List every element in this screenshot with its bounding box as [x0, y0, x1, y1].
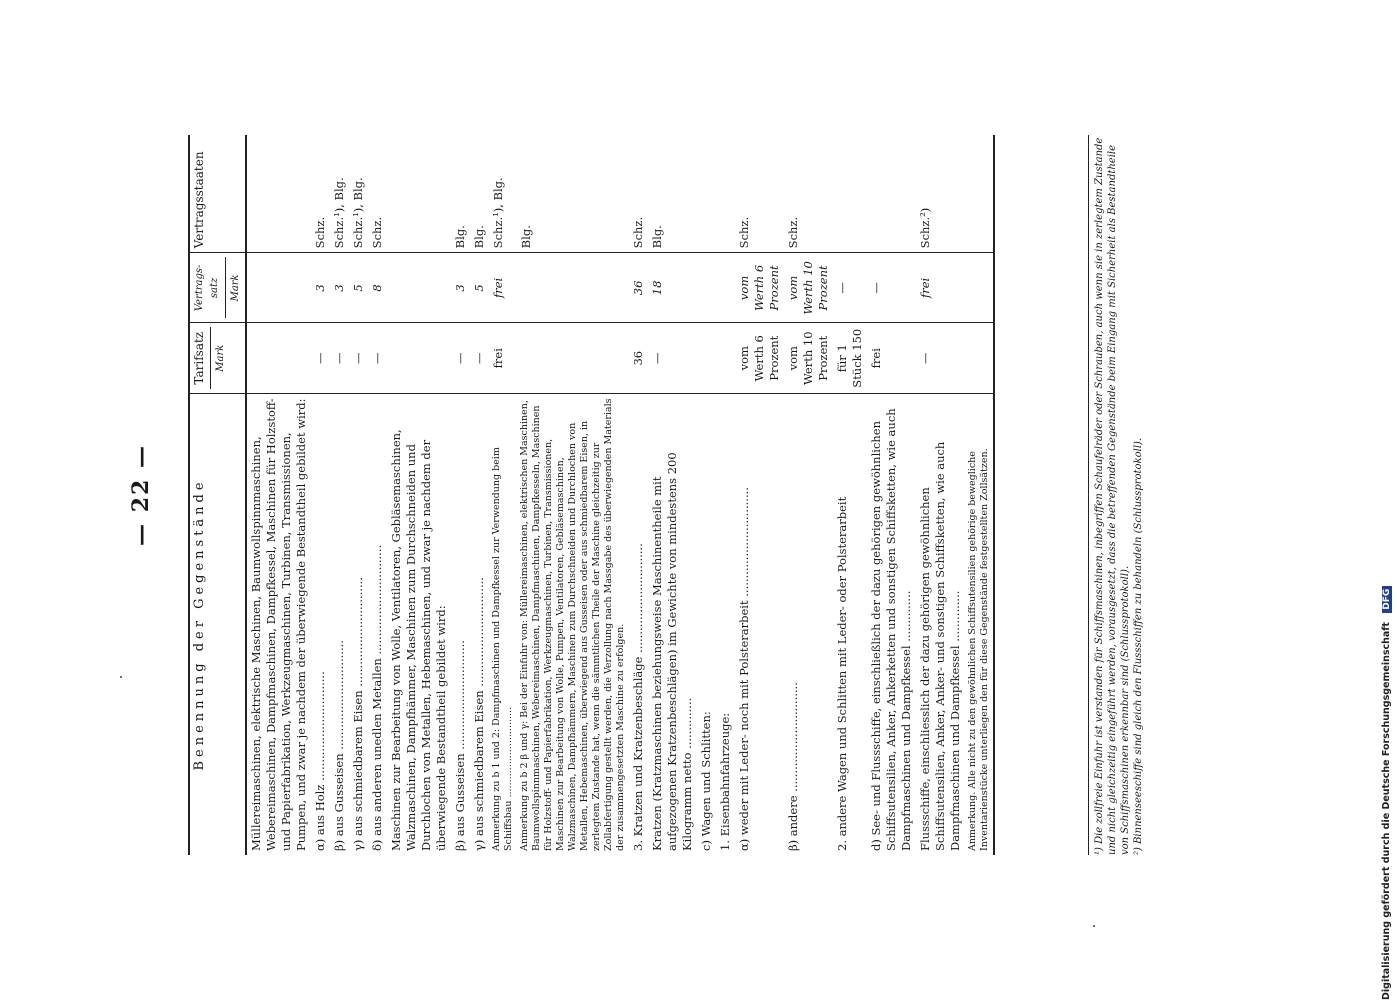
- table-row: [349, 135, 368, 855]
- row-treaty-rate-cell: 3: [451, 253, 470, 323]
- rotated-content: [128, 135, 1188, 855]
- row-name-cell: β) aus Gusseisen ..............................: [332, 640, 346, 851]
- row-name-cell: Anmerkung. Alle nicht zu den gewöhnlichen Schiffsutensilien gehörige bewegliche Inventarienstücke unterliegen den für diese Gegenstände festgestellten Zollsätzen.: [965, 393, 994, 855]
- row-tariff-rate-cell: —: [451, 323, 470, 393]
- row-treaty-states-cell: Schz.¹), Blg.: [349, 135, 368, 253]
- table-row: [833, 135, 867, 855]
- row-tariff-rate-cell: frei: [867, 323, 916, 393]
- row-tariff-rate-cell: —: [349, 323, 368, 393]
- table-row: [246, 135, 311, 855]
- page-number: — 22 —: [128, 444, 154, 546]
- row-name-cell: Anmerkung zu b 2 β und γ: Bei der Einfuhr von: Müllereimaschinen, elektrischen Maschinen, Baumwollspinnmaschinen, Webereimaschinen, Dampfmaschinen, Dampfkesseln, Maschinen für Holzstoff- und Papierfabrikation, Werkzeugmaschinen, Turbinen, Transmissionen, Maschinen zur Bearbeitung von Wolle, Pumpen, Ventilatoren, Gebläsemaschinen, Walzmaschinen, Dampfhämmern, Maschinen zum Durchschneiden und Durchlochen von Metallen, Hebemaschinen, überwiegend aus Gusseisen oder aus schmiedbarem Eisen, in zerlegtem Zustande hat, wenn die sämmtlichen Theile der Maschine gleichzeitig zur Zollabfertigung gestellt werden, die Verzollung nach Massgabe des überwiegenden Materials der zusammengesetzten Maschine zu erfolgen.: [519, 398, 626, 851]
- row-tariff-rate-cell: [716, 323, 735, 393]
- row-treaty-rate-cell: [517, 253, 629, 323]
- row-treaty-rate-cell: vom Werth 10 Prozent: [784, 253, 833, 323]
- row-treaty-rate-cell: —: [833, 253, 867, 323]
- row-treaty-states-cell: [965, 135, 994, 253]
- row-treaty-rate-cell: 3: [330, 253, 349, 323]
- row-treaty-states-cell: Schz.: [368, 135, 387, 253]
- row-treaty-rate-cell: 5: [349, 253, 368, 323]
- row-treaty-states-cell: Schz.¹), Blg.: [489, 135, 517, 253]
- row-name-cell: Müllereimaschinen, elektrische Maschinen, Baumwollspinnmaschinen, Webereimaschinen, Dampfmaschinen, Dampfkessel, Maschinen für Holzstoff- und Papierfabrikation, Werkzeugmaschinen, Turbinen, Transmissionen, Pumpen, und zwar je nachdem der überwiegende Bestandtheil gebildet wird:: [249, 398, 308, 851]
- row-name-cell: Anmerkung zu b 1 und 2: Dampfmaschinen und Dampfkessel zur Verwendung beim Schiffsbau ..............................: [491, 447, 514, 851]
- row-treaty-states-cell: Schz.: [311, 135, 330, 253]
- row-treaty-rate-cell: 5: [470, 253, 489, 323]
- row-treaty-rate-cell: 3: [311, 253, 330, 323]
- row-name-cell: β) aus Gusseisen ..............................: [453, 640, 467, 851]
- row-name-cell: c) Wagen und Schlitten:: [699, 711, 713, 851]
- table-row: [867, 135, 916, 855]
- row-treaty-rate-cell: vom Werth 6 Prozent: [735, 253, 784, 323]
- table-row: [965, 135, 994, 855]
- table-row: [716, 135, 735, 855]
- row-treaty-states-cell: Schz.: [784, 135, 833, 253]
- row-tariff-rate-cell: vom Werth 10 Prozent: [784, 323, 833, 393]
- header-treaty-states: Vertragsstaaten: [189, 135, 246, 253]
- table-row: [330, 135, 349, 855]
- row-treaty-rate-cell: 18: [648, 253, 697, 323]
- row-tariff-rate-cell: [965, 323, 994, 393]
- table-row: [697, 135, 716, 855]
- row-name-cell: γ) aus schmiedbarem Eisen ..............................: [472, 577, 486, 851]
- row-tariff-rate-cell: [387, 323, 451, 393]
- table-row: [629, 135, 648, 855]
- row-treaty-rate-cell: frei: [916, 253, 965, 323]
- row-treaty-states-cell: Blg.: [648, 135, 697, 253]
- scan-credit: [1381, 0, 1395, 1000]
- row-name-cell: 1. Eisenbahnfahrzeuge:: [718, 712, 732, 851]
- row-treaty-states-cell: [246, 135, 311, 253]
- row-tariff-rate-cell: —: [311, 323, 330, 393]
- footnote-2: ²) Binnenseeschiffe sind gleich den Flussschiffen zu behandeln (Schlussprotokoll).: [1133, 437, 1144, 855]
- table-row: [916, 135, 965, 855]
- table-row: [517, 135, 629, 855]
- row-tariff-rate-cell: —: [330, 323, 349, 393]
- row-tariff-rate-cell: für 1 Stück 150: [833, 323, 867, 393]
- row-treaty-rate-cell: 36: [629, 253, 648, 323]
- row-treaty-states-cell: Schz.: [735, 135, 784, 253]
- row-treaty-states-cell: Blg.: [451, 135, 470, 253]
- row-treaty-rate-cell: —: [867, 253, 916, 323]
- table-body: [246, 135, 994, 855]
- scan-speck: [1093, 925, 1095, 927]
- table-row: [368, 135, 387, 855]
- row-tariff-rate-cell: [697, 323, 716, 393]
- row-name-cell: α) weder mit Leder- noch mit Polsterarbeit ..............................: [737, 487, 751, 851]
- table-row: [311, 135, 330, 855]
- row-treaty-states-cell: [697, 135, 716, 253]
- row-treaty-rate-cell: frei: [489, 253, 517, 323]
- row-treaty-states-cell: [387, 135, 451, 253]
- table-row: [470, 135, 489, 855]
- row-tariff-rate-cell: vom Werth 6 Prozent: [735, 323, 784, 393]
- row-name-cell: d) See- und Flussschiffe, einschließlich der dazu gehörigen gewöhnlichen Schiffsutensilien, Anker, Ankerketten und sonstigen Schiffsketten, wie auch Dampfmaschinen und Dampfkessel ..............: [869, 408, 913, 851]
- row-treaty-states-cell: Schz.¹), Blg.: [330, 135, 349, 253]
- footnotes: [1088, 135, 1145, 855]
- row-treaty-rate-cell: 8: [368, 253, 387, 323]
- row-tariff-rate-cell: 36: [629, 323, 648, 393]
- row-name-cell: Kratzen (Kratzmaschinen beziehungsweise Maschinentheile mit aufgezogenen Kratzenbeschlägen) im Gewichte von mindestens 200 Kilogramm netto ..............: [650, 452, 694, 851]
- row-tariff-rate-cell: [517, 323, 629, 393]
- row-treaty-states-cell: Blg.: [470, 135, 489, 253]
- row-treaty-states-cell: [716, 135, 735, 253]
- header-treaty-rate: Vertrags- satz Mark: [189, 253, 246, 323]
- row-tariff-rate-cell: —: [648, 323, 697, 393]
- row-treaty-rate-cell: [697, 253, 716, 323]
- row-name-cell: Flussschiffe, einschliesslich der dazu gehörigen gewöhnlichen Schiffsutensilien, Anker, Anker- und sonstigen Schiffsketten, wie auch Dampfmaschinen und Dampfkessel ..............: [918, 441, 962, 851]
- row-name-cell: β) andere ..............................: [786, 682, 800, 851]
- tariff-table: [188, 135, 995, 855]
- row-treaty-states-cell: [833, 135, 867, 253]
- row-name-cell: Maschinen zur Bearbeitung von Wolle, Ventilatoren, Gebläsemaschinen, Walzmaschinen, Dampfhämmer, Maschinen zum Durchschneiden und Durchlochen von Metallen, Hebemaschinen, und zwar je nachdem der überwiegende Bestandtheil gebildet wird:: [389, 429, 448, 851]
- row-treaty-states-cell: Schz.: [629, 135, 648, 253]
- row-treaty-states-cell: [867, 135, 916, 253]
- row-name-cell: α) aus Holz ..............................: [313, 671, 327, 851]
- header-tariff-rate: Tarifsatz Mark: [189, 323, 246, 393]
- row-name-cell: 3. Kratzen und Kratzenbeschläge ..............................: [631, 543, 645, 851]
- table-row: [648, 135, 697, 855]
- row-treaty-states-cell: Schz.²): [916, 135, 965, 253]
- table-header-row: [189, 135, 246, 855]
- header-name: Benennung der Gegenstände: [189, 393, 246, 855]
- row-treaty-rate-cell: [246, 253, 311, 323]
- row-tariff-rate-cell: —: [916, 323, 965, 393]
- table-row: [735, 135, 784, 855]
- scan-speck: [120, 676, 122, 678]
- footnote-1: ¹) Die zollfreie Einfuhr ist verstanden für Schiffsmaschinen, inbegriffen Schaufelräder oder Schrauben, auch wenn sie in zerlegtem Zustande und nicht gleichzeitig eingeführt werden, vorausgesetzt, dass die betreffenden Gegenstände beim Eingang mit Sicherheit als Bestandtheile von Schiffsmaschinen erkennbar sind (Schlussprotokoll).: [1094, 137, 1131, 855]
- row-treaty-rate-cell: [387, 253, 451, 323]
- table-row: [451, 135, 470, 855]
- row-name-cell: 2. andere Wagen und Schlitten mit Leder- oder Polsterarbeit: [835, 496, 849, 851]
- row-treaty-rate-cell: [965, 253, 994, 323]
- row-treaty-rate-cell: [716, 253, 735, 323]
- table-row: [387, 135, 451, 855]
- row-tariff-rate-cell: —: [368, 323, 387, 393]
- table-row: [489, 135, 517, 855]
- row-name-cell: δ) aus anderen unedlen Metallen ..............................: [370, 544, 384, 851]
- scan-credit-text: Digitalisierung gefördert durch die Deutsche Forschungsgemeinschaft: [1381, 622, 1392, 1000]
- row-tariff-rate-cell: [246, 323, 311, 393]
- row-tariff-rate-cell: frei: [489, 323, 517, 393]
- table-row: [784, 135, 833, 855]
- row-tariff-rate-cell: —: [470, 323, 489, 393]
- row-treaty-states-cell: Blg.: [517, 135, 629, 253]
- row-name-cell: γ) aus schmiedbarem Eisen ..............................: [351, 577, 365, 851]
- dfg-logo: DFG: [1382, 586, 1392, 613]
